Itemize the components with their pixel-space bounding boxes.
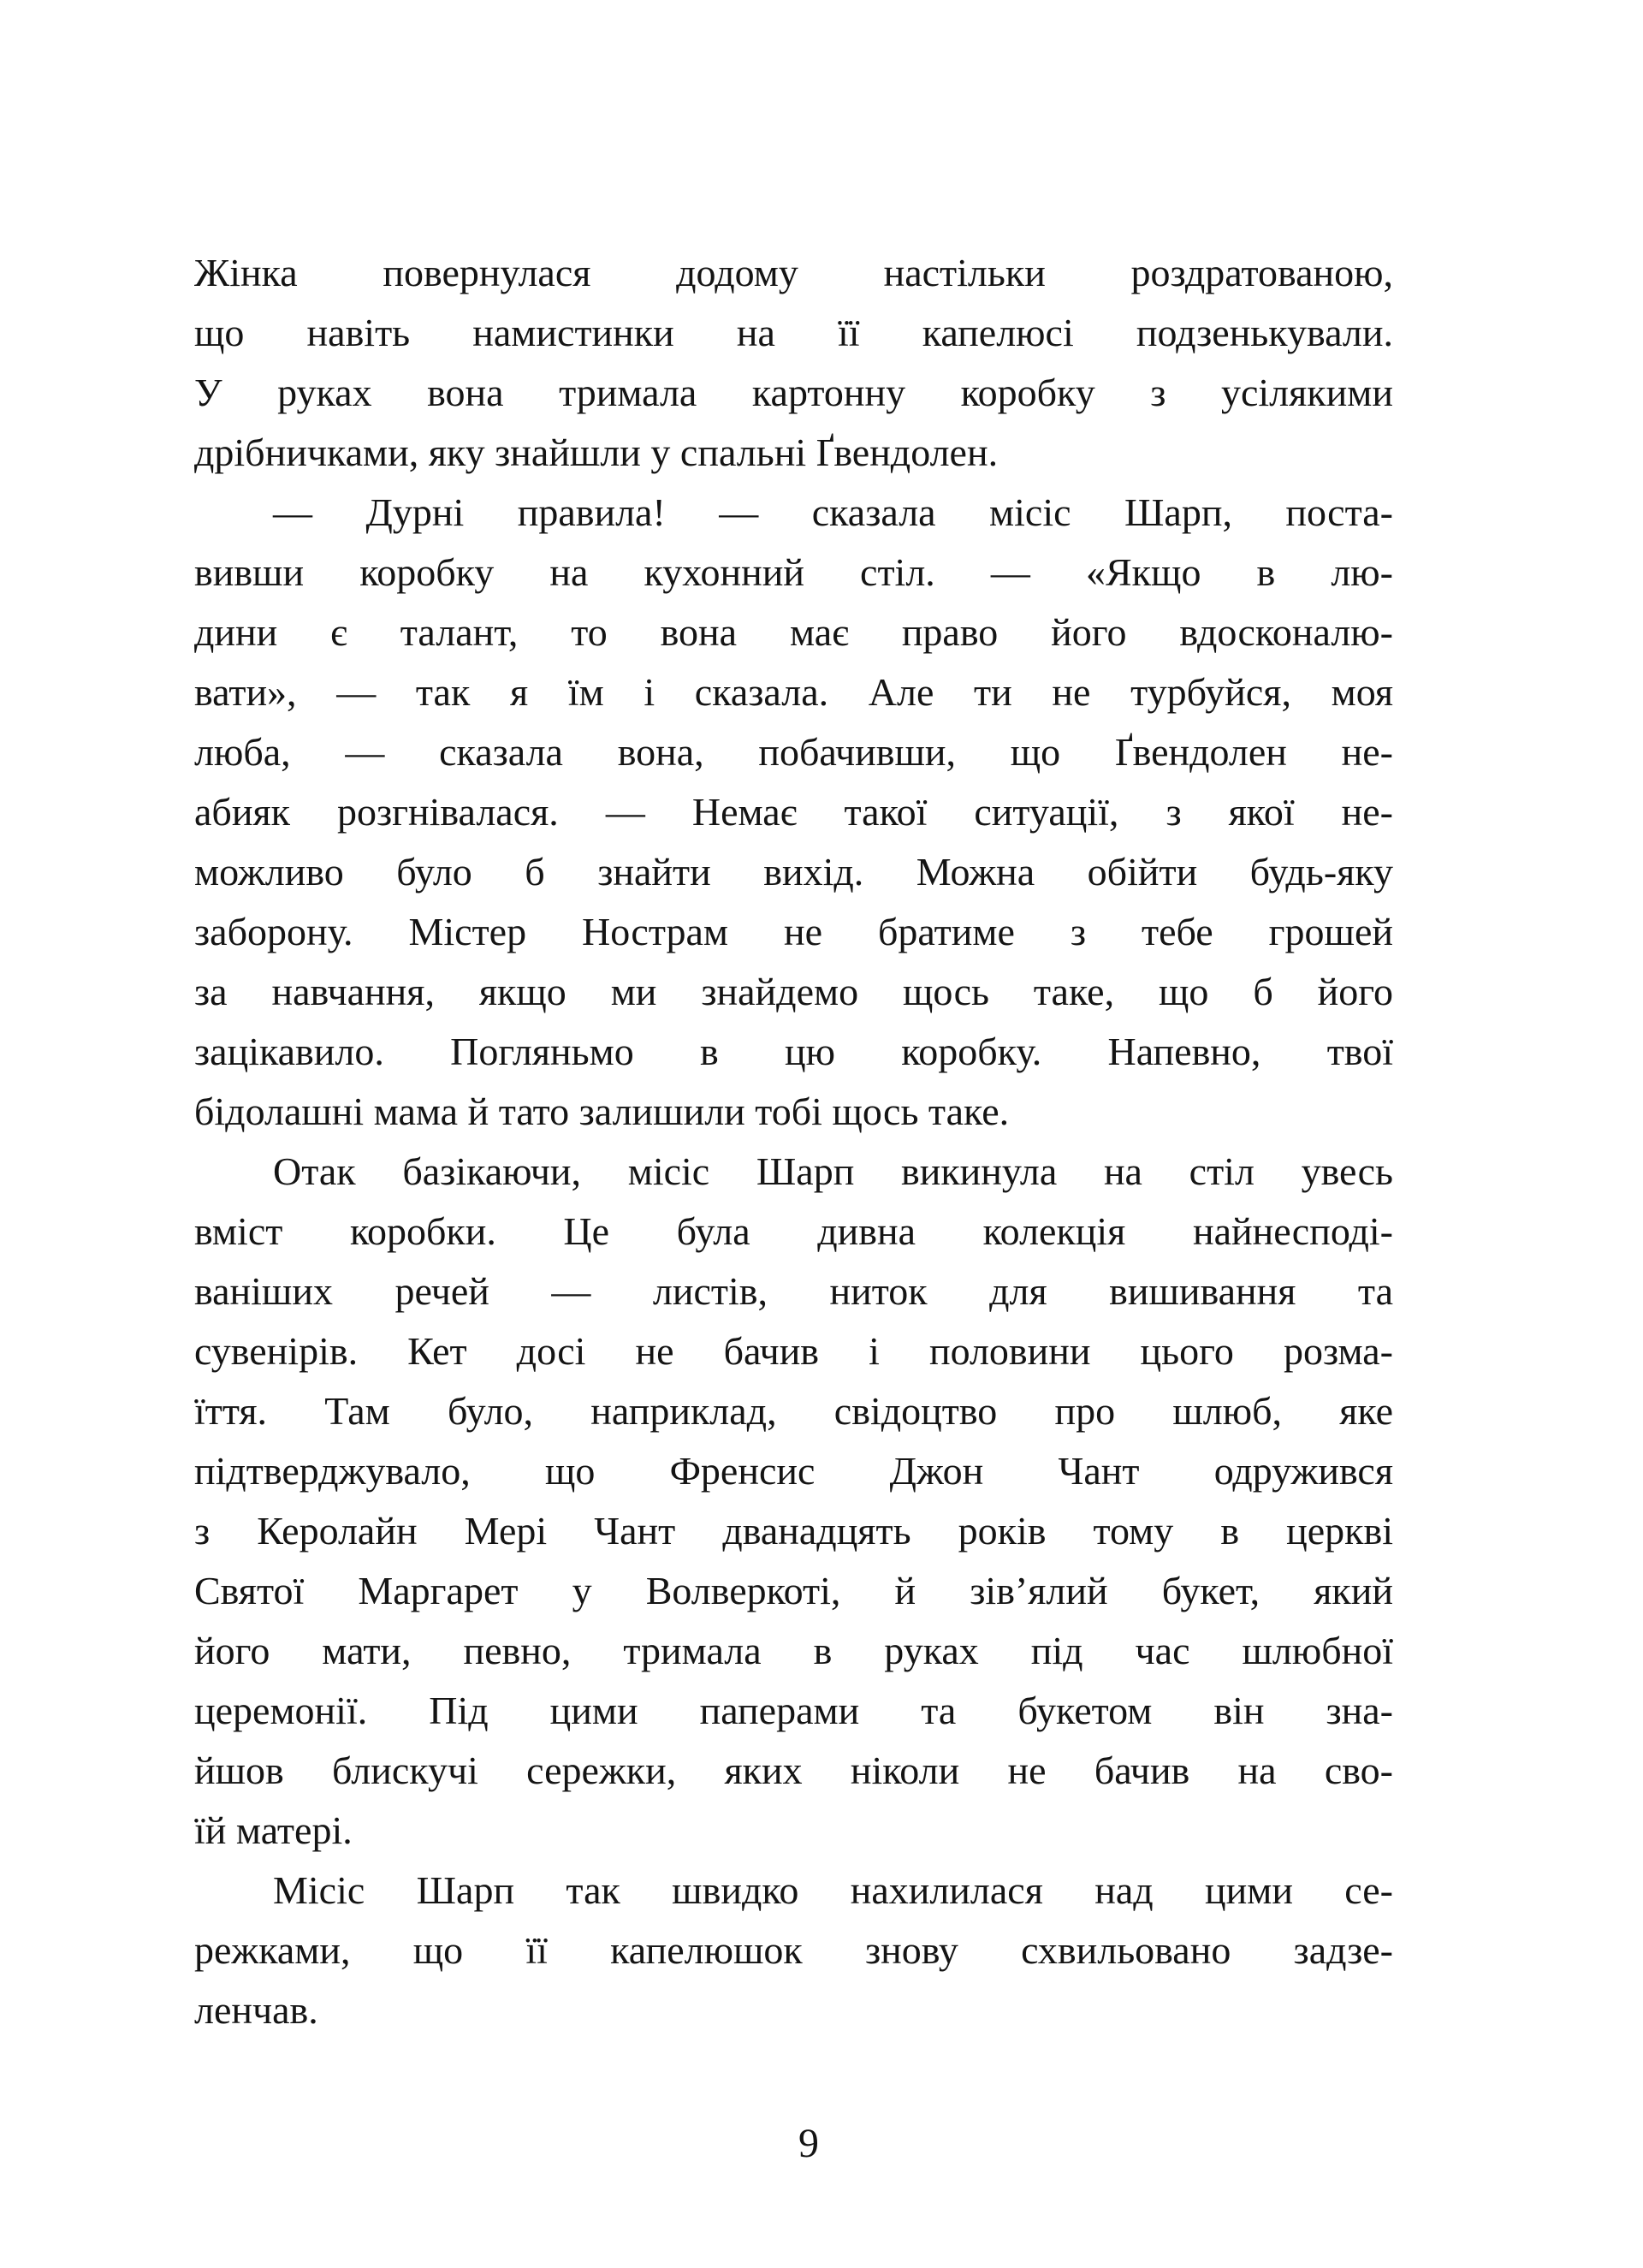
- text-line: Святої Маргарет у Волверкоті, й зів’ялий букет, який: [194, 1569, 1393, 1612]
- text-line: ленчав.: [194, 1988, 318, 2032]
- text-line: ваніших речей — листів, ниток для вишивання та: [194, 1269, 1393, 1313]
- text-line: їй матері.: [194, 1808, 353, 1852]
- paragraph-3: [194, 1142, 1393, 1861]
- text-line: його мати, певно, тримала в руках під час шлюбної: [194, 1629, 1393, 1672]
- text-line: режками, що її капелюшок знову схвильовано задзе-: [194, 1928, 1393, 1972]
- page-number: 9: [798, 2121, 819, 2166]
- text-line: — Дурні правила! — сказала місіс Шарп, поста-: [273, 490, 1393, 534]
- text-line: Місіс Шарп так швидко нахилилася над цими се-: [273, 1868, 1393, 1912]
- text-line: за навчання, якщо ми знайдемо щось таке, що б його: [194, 970, 1393, 1013]
- text-line: їття. Там було, наприклад, свідоцтво про шлюб, яке: [194, 1389, 1393, 1433]
- text-line: люба, — сказала вона, побачивши, що Ґвендолен не-: [194, 730, 1393, 774]
- paragraph-2: [194, 483, 1393, 1142]
- body-text: [194, 243, 1393, 2040]
- text-line: що навіть намистинки на її капелюсі подзенькували.: [194, 311, 1393, 354]
- text-line: можливо було б знайти вихід. Можна обійти будь-яку: [194, 850, 1393, 894]
- text-line: вміст коробки. Це була дивна колекція найнесподі-: [194, 1209, 1393, 1253]
- text-line: сувенірів. Кет досі не бачив і половини цього розма-: [194, 1329, 1393, 1373]
- paragraph-4: [194, 1861, 1393, 2040]
- text-line: дини є талант, то вона має право його вдосконалю-: [194, 610, 1393, 654]
- text-line: заборону. Містер Нострам не братиме з тебе грошей: [194, 910, 1393, 953]
- text-line: церемонії. Під цими паперами та букетом він зна-: [194, 1689, 1393, 1732]
- text-line: йшов блискучі сережки, яких ніколи не бачив на сво-: [194, 1748, 1393, 1792]
- paragraph-1: [194, 243, 1393, 483]
- text-line: вати», — так я їм і сказала. Але ти не турбуйся, моя: [194, 670, 1393, 714]
- text-line: дрібничками, яку знайшли у спальні Ґвендолен.: [194, 430, 999, 474]
- text-line: вивши коробку на кухонний стіл. — «Якщо в лю-: [194, 550, 1393, 594]
- text-line: зацікавило. Погляньмо в цю коробку. Напевно, твої: [194, 1030, 1393, 1073]
- text-line: з Керолайн Мері Чант дванадцять років тому в церкві: [194, 1509, 1393, 1553]
- text-line: Жінка повернулася додому настільки роздратованою,: [194, 251, 1393, 294]
- text-line: абияк розгнівалася. — Немає такої ситуації, з якої не-: [194, 790, 1393, 834]
- text-line: підтверджувало, що Френсис Джон Чант одружився: [194, 1449, 1393, 1493]
- text-line: бідолашні мама й тато залишили тобі щось таке.: [194, 1089, 1010, 1133]
- text-line: У руках вона тримала картонну коробку з усілякими: [194, 371, 1393, 414]
- text-line: Отак базікаючи, місіс Шарп викинула на стіл увесь: [273, 1149, 1393, 1193]
